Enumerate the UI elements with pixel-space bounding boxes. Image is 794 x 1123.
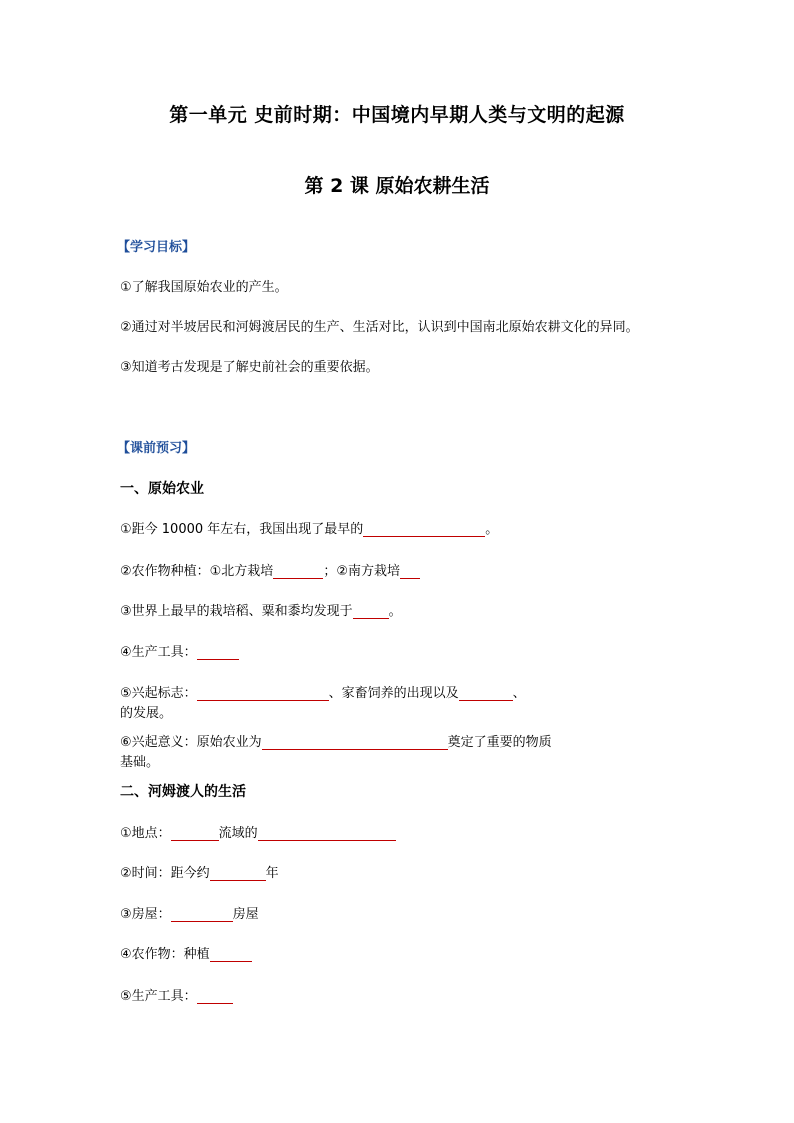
p2-question-5 [120, 985, 233, 1004]
q-text: 年 [265, 866, 279, 881]
fill-blank[interactable] [197, 686, 329, 701]
fill-blank[interactable] [363, 522, 485, 537]
q-text: 房屋 [232, 907, 259, 922]
q-text: 、家畜饲养的出现以及 [328, 686, 459, 701]
goal-item-3: ③知道考古发现是了解史前社会的重要依据。 [120, 360, 379, 375]
p1-question-5-cont: 的发展。 [120, 706, 173, 721]
fill-blank[interactable] [171, 907, 233, 922]
q-text: ⑤兴起标志： [120, 686, 197, 701]
q-text: ①距今 10000 年左右，我国出现了最早的 [120, 522, 364, 537]
p1-question-6 [120, 731, 552, 750]
preview-heading: 【课前预习】 [117, 441, 196, 456]
goal-item-1: ①了解我国原始农业的产生。 [120, 280, 288, 295]
q-text: ②农作物种植：①北方栽培 [120, 564, 274, 579]
q-text: ①地点： [120, 826, 171, 841]
q-text: 。 [485, 522, 499, 537]
q-text: ⑤生产工具： [120, 989, 197, 1004]
p1-question-1 [120, 518, 498, 537]
p2-question-4 [120, 943, 252, 962]
fill-blank[interactable] [459, 686, 513, 701]
part2-title: 二、河姆渡人的生活 [120, 784, 246, 800]
q-text: ；②南方栽培 [323, 564, 400, 579]
q-text: ③房屋： [120, 907, 171, 922]
p2-question-2 [120, 862, 279, 881]
fill-blank[interactable] [171, 826, 219, 841]
goal-item-2: ②通过对半坡居民和河姆渡居民的生产、生活对比，认识到中国南北原始农耕文化的异同。 [120, 320, 639, 335]
fill-blank[interactable] [197, 989, 233, 1004]
q-text: 。 [388, 604, 402, 619]
fill-blank[interactable] [210, 866, 266, 881]
q-text: ③世界上最早的栽培稻、粟和黍均发现于 [120, 604, 353, 619]
lesson-title: 第 2 课 原始农耕生活 [304, 175, 490, 197]
fill-blank[interactable] [262, 735, 448, 750]
fill-blank[interactable] [197, 645, 239, 660]
fill-blank[interactable] [273, 564, 323, 579]
unit-title: 第一单元 史前时期：中国境内早期人类与文明的起源 [169, 104, 625, 126]
fill-blank[interactable] [400, 564, 420, 579]
p2-question-3 [120, 903, 259, 922]
q-text: 流域的 [218, 826, 258, 841]
q-text: ④生产工具： [120, 645, 197, 660]
q-text: ⑥兴起意义：原始农业为 [120, 735, 262, 750]
q-text: ②时间：距今约 [120, 866, 210, 881]
fill-blank[interactable] [210, 947, 252, 962]
fill-blank[interactable] [258, 826, 396, 841]
q-text: ④农作物：种植 [120, 947, 210, 962]
p1-question-3 [120, 600, 402, 619]
p2-question-1 [120, 822, 396, 841]
q-text: 、 [512, 686, 526, 701]
p1-question-4 [120, 641, 239, 660]
fill-blank[interactable] [353, 604, 389, 619]
p1-question-5 [120, 682, 526, 701]
q-text: 奠定了重要的物质 [447, 735, 552, 750]
p1-question-6-cont: 基础。 [120, 755, 160, 770]
part1-title: 一、原始农业 [120, 481, 204, 497]
goals-heading: 【学习目标】 [117, 240, 196, 255]
p1-question-2 [120, 560, 420, 579]
